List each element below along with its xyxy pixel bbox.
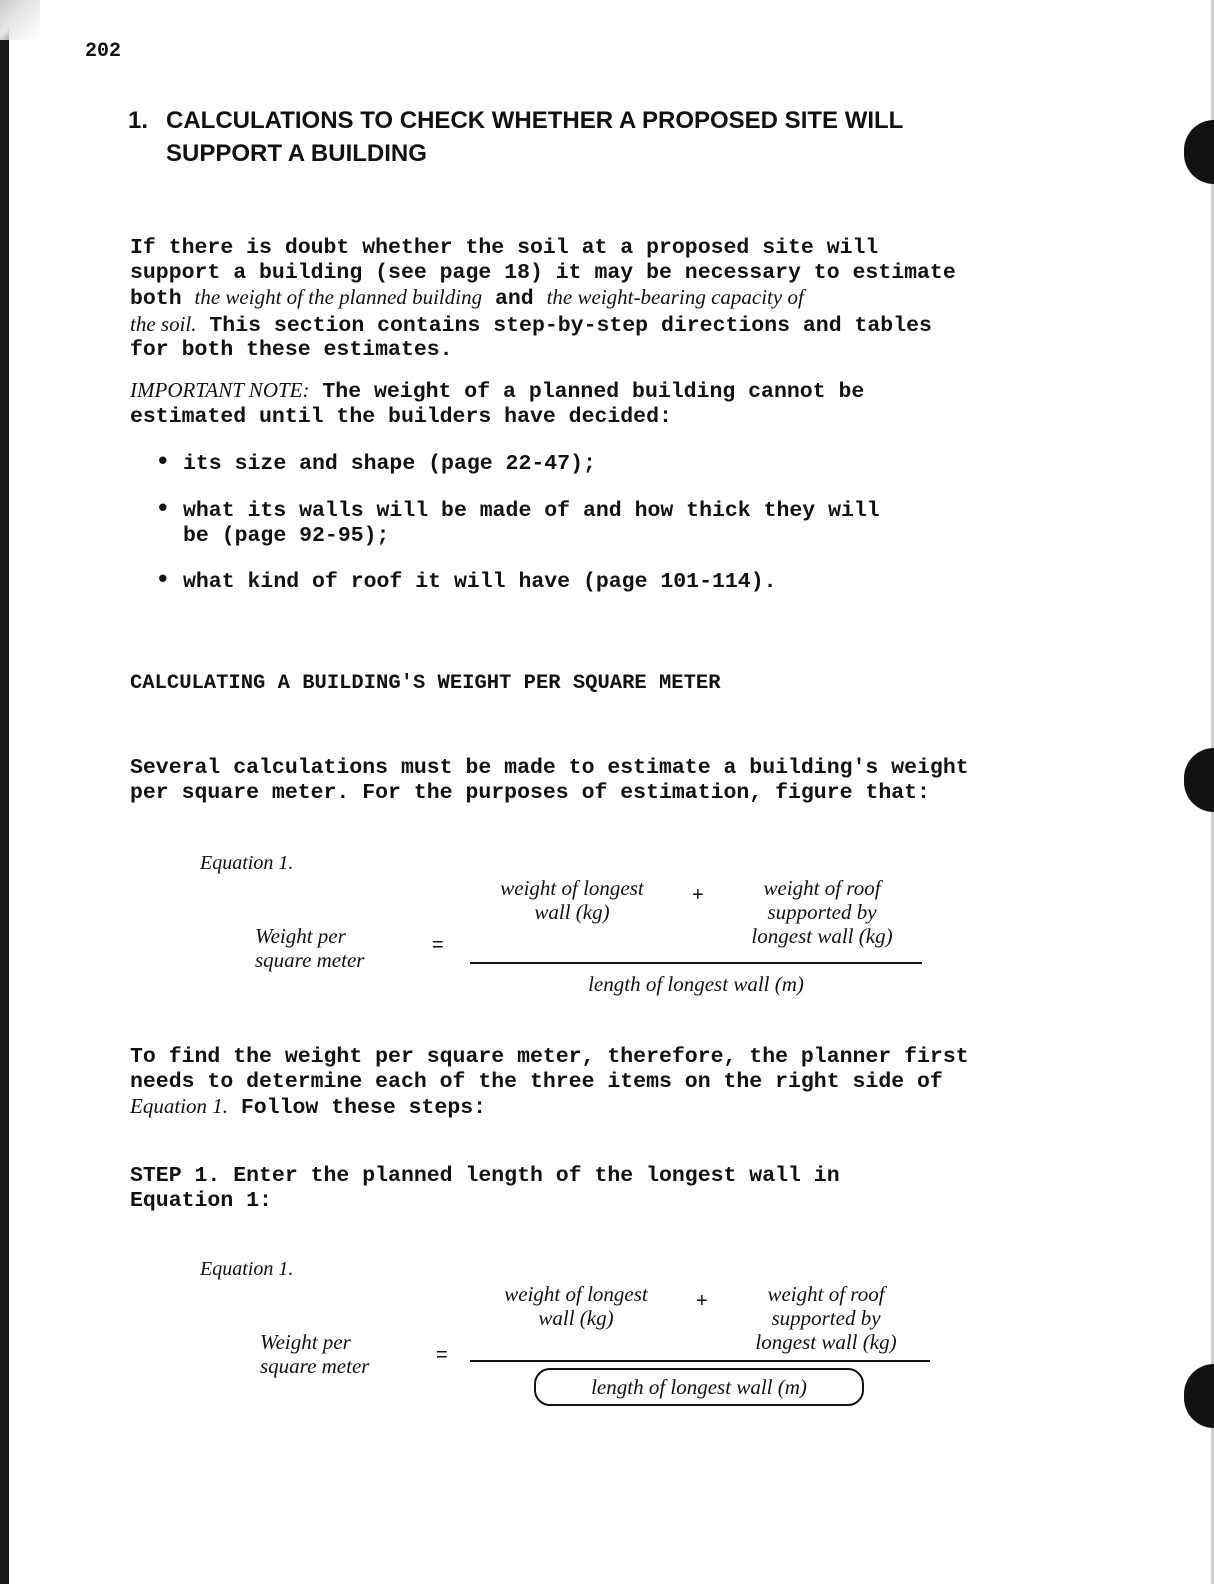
scan-corner-shadow [0,0,40,40]
term-line: wall (kg) [534,900,610,924]
intro-emphasis: the weight of the planned building [194,285,483,309]
lhs-line: Weight per [260,1330,351,1354]
term-line: longest wall (kg) [755,1330,897,1354]
intro-text: and [482,287,547,311]
bullet-dot-icon: • [155,565,171,595]
fraction-bar [470,962,922,964]
intro-emphasis: the weight-bearing capacity of [546,285,804,309]
calc-paragraph [130,756,1130,805]
step1-paragraph [130,1164,1130,1213]
term-line: supported by [767,900,877,924]
term-line: weight of longest [504,1282,648,1306]
heading-number: 1. [128,107,149,134]
heading-line2: SUPPORT A BUILDING [166,140,427,167]
bullet-text-cont: be (page 92-95); [183,523,390,548]
equation-denominator: length of longest wall (m) [591,1375,807,1399]
intro-paragraph [130,236,1130,363]
bullet-dot-icon: • [155,447,171,477]
bullet-item [155,447,1105,477]
find-line: To find the weight per square meter, therefore, the planner first [130,1045,969,1069]
calc-line: Several calculations must be made to estimate a building's weight [130,756,969,780]
calc-line: per square meter. For the purposes of estimation, figure that: [130,780,930,805]
fraction-bar [470,1360,930,1362]
intro-line [130,312,1130,339]
intro-text: both [130,287,195,311]
intro-line: If there is doubt whether the soil at a proposed site will [130,236,879,260]
equation-label: Equation 1. [200,852,294,874]
equation-term-roof-weight [712,876,932,948]
subheading: CALCULATING A BUILDING'S WEIGHT PER SQUARE METER [130,672,721,695]
find-line [130,1094,1130,1121]
equation-lhs [260,1330,369,1378]
section-heading [128,104,1128,170]
equation-term-wall-weight [462,876,682,924]
intro-emphasis: the soil. [130,311,197,336]
term-line: longest wall (kg) [751,924,893,948]
intro-line: support a building (see page 18) it may be necessary to estimate [130,260,956,285]
find-emphasis: Equation 1. [130,1094,228,1118]
bullet-item [155,565,1105,595]
note-label: IMPORTANT NOTE: [130,378,310,402]
bullet-text: what kind of roof it will have (page 101-114). [183,570,777,594]
equation-lhs [255,924,364,972]
equals-sign: = [436,1344,448,1366]
lhs-line: square meter [260,1354,370,1378]
bullet-text: its size and shape (page 22-47); [183,452,596,476]
find-paragraph [130,1045,1130,1121]
equals-sign: = [432,934,444,956]
equation-term-wall-weight [466,1282,686,1330]
punch-hole-top [1184,120,1214,184]
note-line [130,378,1130,405]
term-line: supported by [771,1306,881,1330]
intro-line [130,285,1130,312]
note-line: estimated until the builders have decided: [130,404,672,429]
bullet-item [155,494,1105,548]
step-line: STEP 1. Enter the planned length of the longest wall in [130,1164,840,1188]
note-text: The weight of a planned building cannot be [309,380,865,404]
term-line: wall (kg) [538,1306,614,1330]
scan-left-edge [0,0,9,1584]
bullet-text: what its walls will be made of and how thick they will [183,499,880,523]
equation-term-roof-weight [716,1282,936,1354]
find-line: needs to determine each of the three items on the right side of [130,1069,943,1094]
term-line: weight of roof [767,1282,885,1306]
lhs-line: square meter [255,948,365,972]
term-line: weight of longest [500,876,644,900]
equation-label: Equation 1. [200,1258,294,1280]
punch-hole-middle [1184,748,1214,812]
lhs-line: Weight per [255,924,346,948]
heading-line1: CALCULATIONS TO CHECK WHETHER A PROPOSED SITE WILL [166,107,904,134]
term-line: weight of roof [763,876,881,900]
plus-sign: + [692,884,704,906]
intro-text: This section contains step-by-step directions and tables [196,313,932,338]
punch-hole-bottom [1184,1364,1214,1428]
important-note [130,378,1130,429]
equation-denominator: length of longest wall (m) [588,972,804,996]
find-text: Follow these steps: [228,1096,487,1120]
plus-sign: + [696,1290,708,1312]
intro-line: for both these estimates. [130,338,453,362]
page-number: 202 [85,40,122,63]
step-line: Equation 1: [130,1188,272,1213]
bullet-dot-icon: • [155,494,171,524]
